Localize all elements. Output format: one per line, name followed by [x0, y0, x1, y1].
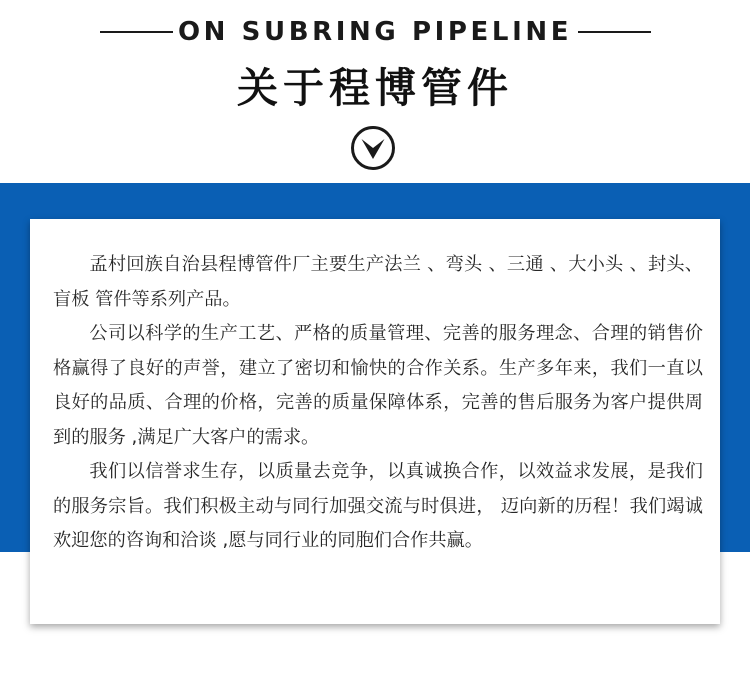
page-title: 关于程博管件: [237, 64, 513, 112]
english-title: ON SUBRING PIPELINE: [177, 17, 573, 47]
paragraph-products: 孟村回族自治县程博管件厂主要生产法兰 、弯头 、三通 、大小头 、封头、盲板 管件等系列产品。: [53, 254, 703, 310]
english-title-row: [0, 14, 750, 50]
header-section: [0, 0, 750, 183]
title-rule-right: [578, 31, 651, 33]
chevron-down-circle-icon: [351, 126, 395, 170]
paragraph-tenet: 我们以信誉求生存，以质量去竞争，以真诚换合作，以效益求发展，是我们的服务宗旨。我们积极主动与同行加强交流与时俱进， 迈向新的历程！我们竭诚欢迎您的咨询和洽谈 ,愿与同行业的同胞们合作共赢。: [53, 461, 703, 551]
paragraph-company: 公司以科学的生产工艺、严格的质量管理、完善的服务理念、合理的销售价格赢得了良好的声誉，建立了密切和愉快的合作关系。生产多年来，我们一直以良好的品质、合理的价格，完善的质量保障体系，完善的售后服务为客户提供周到的服务 ,满足广大客户的需求。: [53, 323, 703, 448]
about-text: [53, 248, 703, 559]
chevron-down-icon: [354, 129, 392, 167]
title-rule-left: [100, 31, 173, 33]
about-card: [30, 219, 720, 624]
